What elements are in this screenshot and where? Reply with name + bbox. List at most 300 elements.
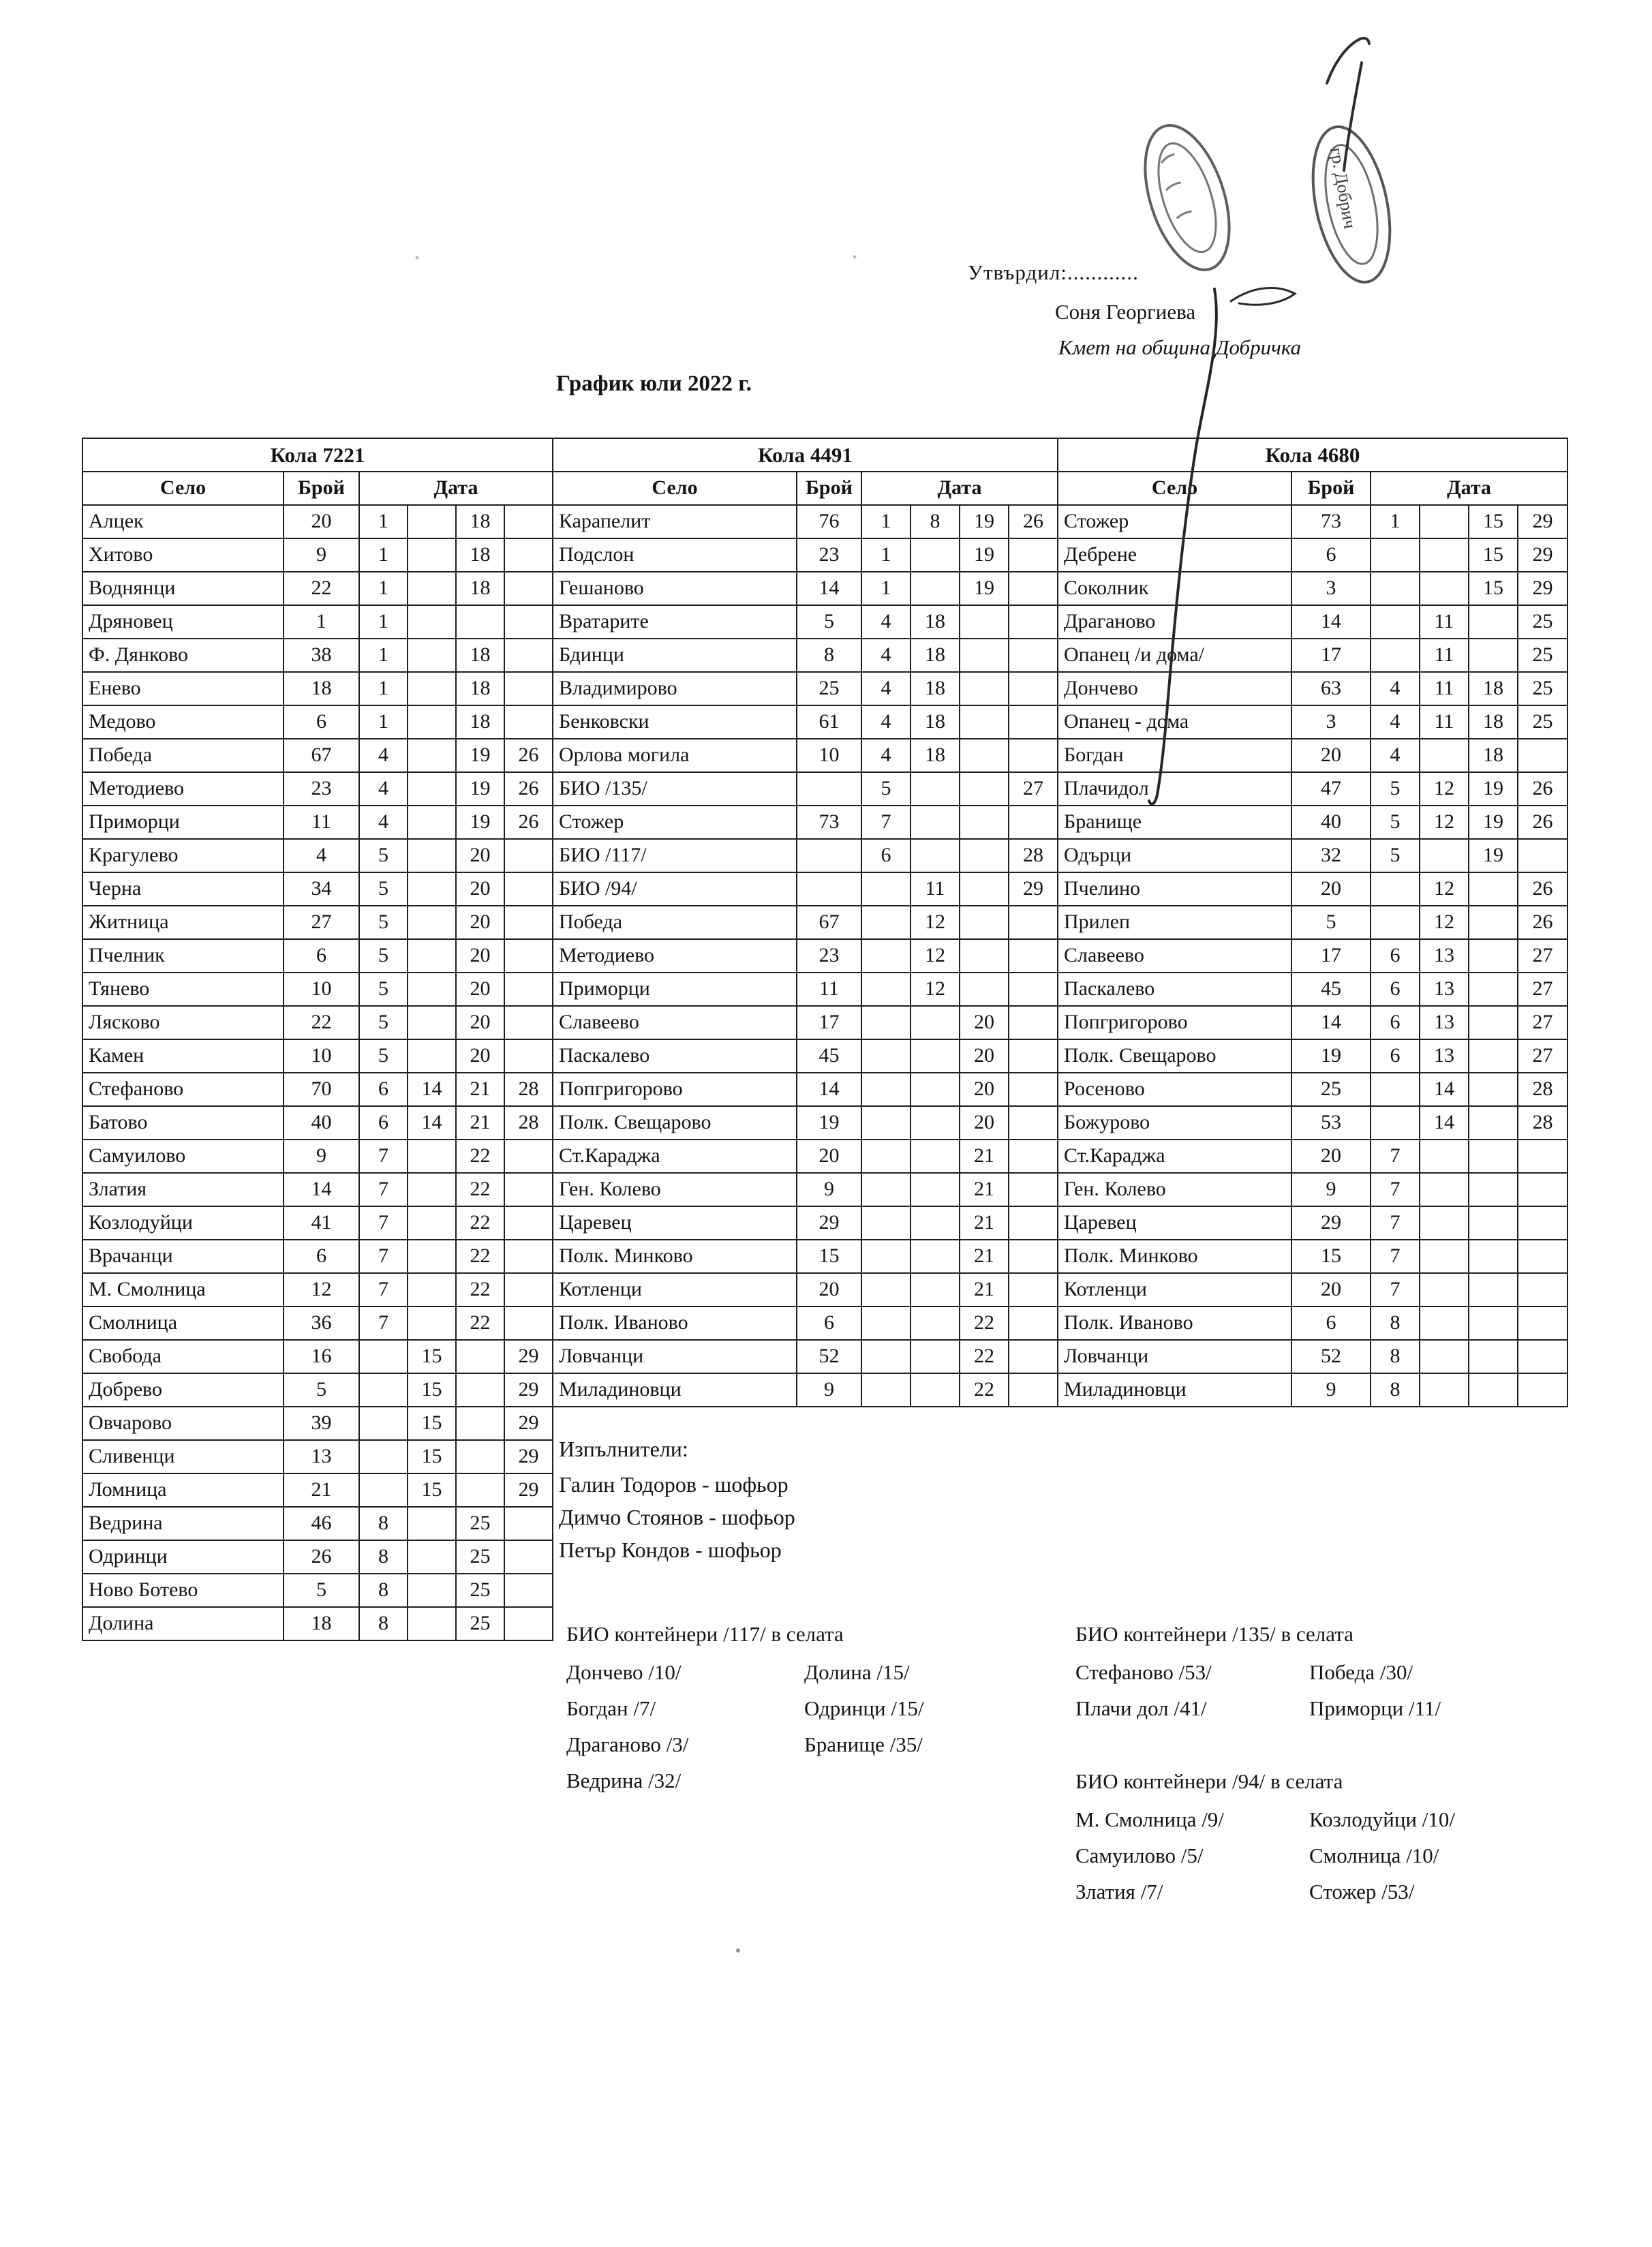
- date-cell: 7: [1371, 1206, 1420, 1240]
- date-cell: 18: [1469, 705, 1518, 739]
- date-cell: [408, 739, 456, 772]
- document-title: График юли 2022 г.: [556, 371, 752, 396]
- date-cell: 13: [1420, 939, 1469, 973]
- date-cell: 20: [456, 872, 504, 906]
- date-cell: [1469, 1106, 1518, 1140]
- date-cell: [1371, 1073, 1420, 1106]
- village-cell: Полк. Иваново: [553, 1306, 797, 1340]
- date-cell: 11: [1420, 605, 1469, 639]
- note-row: [1075, 1660, 1441, 1696]
- date-cell: [911, 1340, 960, 1373]
- table-row: [1058, 1206, 1567, 1240]
- date-cell: [911, 1106, 960, 1140]
- date-cell: [1469, 605, 1518, 639]
- count-cell: 20: [1291, 739, 1371, 772]
- note-item: Драганово /3/: [566, 1732, 689, 1756]
- date-cell: 21: [960, 1240, 1009, 1273]
- note-item: Победа /30/: [1309, 1660, 1413, 1684]
- date-cell: 13: [1420, 1006, 1469, 1039]
- date-cell: [504, 672, 553, 705]
- date-cell: [408, 1039, 456, 1073]
- count-cell: 10: [284, 1039, 359, 1073]
- count-cell: 67: [284, 739, 359, 772]
- date-cell: [359, 1440, 408, 1473]
- note-row: [566, 1769, 924, 1805]
- stamp-town-text: гр. Добрич: [1326, 146, 1360, 230]
- approver-title: Кмет на община Добричка: [1058, 335, 1302, 359]
- date-cell: [408, 1306, 456, 1340]
- date-cell: 8: [1371, 1373, 1420, 1407]
- date-cell: 21: [960, 1140, 1009, 1173]
- count-cell: 9: [1291, 1373, 1371, 1407]
- count-cell: 52: [797, 1340, 861, 1373]
- village-cell: Бдинци: [553, 639, 797, 672]
- table-row: [82, 1407, 553, 1440]
- table-row: [553, 639, 1058, 672]
- table-row: [553, 939, 1058, 973]
- date-cell: 27: [1518, 939, 1567, 973]
- date-cell: [1469, 1173, 1518, 1206]
- date-cell: [1009, 1039, 1058, 1073]
- date-cell: 7: [359, 1173, 408, 1206]
- table-row: [553, 772, 1058, 806]
- schedule-table: [1057, 438, 1568, 1407]
- date-cell: [504, 872, 553, 906]
- table-row: [82, 1574, 553, 1607]
- count-cell: 29: [797, 1206, 861, 1240]
- table-row: [1058, 806, 1567, 839]
- table-row: [553, 1006, 1058, 1039]
- village-cell: Алцек: [82, 505, 284, 538]
- table-row: [1058, 872, 1567, 906]
- note-item: Смолница /10/: [1309, 1844, 1439, 1867]
- date-cell: 6: [1371, 1006, 1420, 1039]
- date-cell: 1: [359, 639, 408, 672]
- count-cell: 25: [797, 672, 861, 705]
- date-cell: 4: [861, 672, 911, 705]
- count-cell: 9: [797, 1173, 861, 1206]
- note-item: Одринци /15/: [804, 1696, 924, 1720]
- count-cell: 53: [1291, 1106, 1371, 1140]
- date-cell: [504, 1240, 553, 1273]
- village-cell: Царевец: [553, 1206, 797, 1240]
- table-row: [553, 1340, 1058, 1373]
- date-cell: [456, 1407, 504, 1440]
- approval-label: Утвърдил:............: [968, 260, 1139, 284]
- note-row: [1075, 1880, 1455, 1916]
- table-row: [1058, 1240, 1567, 1273]
- date-cell: 21: [960, 1173, 1009, 1206]
- village-cell: Сливенци: [82, 1440, 284, 1473]
- count-cell: 6: [284, 1240, 359, 1273]
- village-cell: Тянево: [82, 973, 284, 1006]
- date-cell: [408, 572, 456, 605]
- date-cell: [1469, 639, 1518, 672]
- table-row: [553, 739, 1058, 772]
- table-row: [82, 1607, 553, 1640]
- date-cell: 22: [456, 1206, 504, 1240]
- date-cell: [504, 1607, 553, 1640]
- table-row: [553, 1039, 1058, 1073]
- date-cell: 27: [1518, 973, 1567, 1006]
- date-cell: [504, 1574, 553, 1607]
- table-row: [1058, 939, 1567, 973]
- date-cell: 28: [504, 1073, 553, 1106]
- note-item: Самуилово /5/: [1075, 1844, 1204, 1867]
- village-cell: БИО /94/: [553, 872, 797, 906]
- date-cell: [408, 839, 456, 872]
- table-row: [553, 505, 1058, 538]
- table-row: [553, 1073, 1058, 1106]
- date-cell: 18: [456, 572, 504, 605]
- date-cell: 12: [1420, 806, 1469, 839]
- table-row: [82, 1273, 553, 1306]
- date-cell: [1009, 1006, 1058, 1039]
- date-cell: [960, 605, 1009, 639]
- village-cell: Медово: [82, 705, 284, 739]
- table-row: [1058, 538, 1567, 572]
- scan-artifact: [853, 256, 857, 259]
- date-cell: [408, 1273, 456, 1306]
- date-cell: 11: [1420, 639, 1469, 672]
- date-cell: 28: [1518, 1106, 1567, 1140]
- table-row: [82, 872, 553, 906]
- date-cell: 5: [359, 939, 408, 973]
- count-cell: 8: [797, 639, 861, 672]
- note-row: [566, 1660, 924, 1696]
- date-cell: 20: [456, 973, 504, 1006]
- date-cell: [408, 1574, 456, 1607]
- date-cell: [911, 538, 960, 572]
- date-cell: 4: [359, 739, 408, 772]
- date-cell: [1371, 605, 1420, 639]
- count-cell: 18: [284, 1607, 359, 1640]
- count-cell: 20: [1291, 872, 1371, 906]
- note-item: Плачи дол /41/: [1075, 1696, 1207, 1720]
- date-cell: 29: [1518, 572, 1567, 605]
- village-cell: Добрево: [82, 1373, 284, 1407]
- col-header-count: Брой: [284, 472, 359, 505]
- village-cell: Ст.Караджа: [553, 1140, 797, 1173]
- date-cell: 5: [359, 906, 408, 939]
- date-cell: [1469, 1273, 1518, 1306]
- note-heading: БИО контейнери /94/ в селата: [1075, 1769, 1343, 1793]
- date-cell: 7: [359, 1240, 408, 1273]
- table-row: [82, 839, 553, 872]
- date-cell: 29: [504, 1373, 553, 1407]
- village-cell: Попгригорово: [553, 1073, 797, 1106]
- village-cell: Котленци: [1058, 1273, 1291, 1306]
- village-cell: Опанец /и дома/: [1058, 639, 1291, 672]
- col-header-date: Дата: [1371, 472, 1567, 505]
- date-cell: 20: [960, 1106, 1009, 1140]
- count-cell: 25: [1291, 1073, 1371, 1106]
- table-row: [553, 839, 1058, 872]
- date-cell: [960, 672, 1009, 705]
- date-cell: [1009, 1373, 1058, 1407]
- table-row: [553, 572, 1058, 605]
- date-cell: [1420, 1240, 1469, 1273]
- count-cell: 13: [284, 1440, 359, 1473]
- village-cell: Прилеп: [1058, 906, 1291, 939]
- date-cell: [504, 906, 553, 939]
- table-row: [1058, 1306, 1567, 1340]
- date-cell: 1: [359, 572, 408, 605]
- date-cell: 26: [1518, 906, 1567, 939]
- date-cell: [861, 1373, 911, 1407]
- date-cell: 22: [456, 1173, 504, 1206]
- col-header-count: Брой: [1291, 472, 1371, 505]
- date-cell: 20: [456, 906, 504, 939]
- count-cell: 4: [284, 839, 359, 872]
- date-cell: 22: [960, 1373, 1009, 1407]
- village-cell: Подслон: [553, 538, 797, 572]
- date-cell: [1420, 739, 1469, 772]
- date-cell: 29: [504, 1407, 553, 1440]
- table-row: [553, 1240, 1058, 1273]
- table-row: [82, 739, 553, 772]
- date-cell: [1469, 1340, 1518, 1373]
- date-cell: 29: [1009, 872, 1058, 906]
- date-cell: [1420, 1173, 1469, 1206]
- count-cell: 14: [797, 1073, 861, 1106]
- date-cell: 19: [1469, 806, 1518, 839]
- note-row: [1075, 1807, 1455, 1844]
- date-cell: 18: [911, 672, 960, 705]
- date-cell: 11: [911, 872, 960, 906]
- date-cell: 29: [504, 1340, 553, 1373]
- date-cell: [408, 1240, 456, 1273]
- village-cell: Камен: [82, 1039, 284, 1073]
- table-row: [1058, 1173, 1567, 1206]
- date-cell: [911, 1173, 960, 1206]
- date-cell: [1469, 1140, 1518, 1173]
- date-cell: 7: [861, 806, 911, 839]
- date-cell: [960, 973, 1009, 1006]
- count-cell: 20: [1291, 1273, 1371, 1306]
- date-cell: [911, 839, 960, 872]
- date-cell: [1009, 605, 1058, 639]
- schedule-table-kola-7221: [82, 438, 553, 1641]
- village-cell: Полк. Свещарово: [553, 1106, 797, 1140]
- village-cell: Полк. Иваново: [1058, 1306, 1291, 1340]
- date-cell: 19: [456, 772, 504, 806]
- date-cell: 4: [359, 806, 408, 839]
- date-cell: [960, 939, 1009, 973]
- village-cell: Методиево: [82, 772, 284, 806]
- date-cell: [911, 1039, 960, 1073]
- date-cell: 15: [408, 1473, 456, 1507]
- date-cell: [504, 1507, 553, 1540]
- count-cell: 6: [284, 705, 359, 739]
- date-cell: 14: [408, 1106, 456, 1140]
- date-cell: 7: [1371, 1140, 1420, 1173]
- date-cell: [504, 1173, 553, 1206]
- date-cell: [1420, 1340, 1469, 1373]
- village-cell: Черна: [82, 872, 284, 906]
- village-cell: Козлодуйци: [82, 1206, 284, 1240]
- table-car-title: Кола 4491: [553, 438, 1058, 472]
- count-cell: 45: [1291, 973, 1371, 1006]
- village-cell: Стефаново: [82, 1073, 284, 1106]
- date-cell: 4: [861, 605, 911, 639]
- village-cell: Соколник: [1058, 572, 1291, 605]
- table-row: [1058, 1273, 1567, 1306]
- date-cell: [960, 839, 1009, 872]
- village-cell: Методиево: [553, 939, 797, 973]
- table-row: [553, 1173, 1058, 1206]
- village-cell: Ловчанци: [1058, 1340, 1291, 1373]
- date-cell: 25: [456, 1574, 504, 1607]
- village-cell: Полк. Свещарово: [1058, 1039, 1291, 1073]
- village-cell: Одърци: [1058, 839, 1291, 872]
- table-row: [553, 1373, 1058, 1407]
- date-cell: [408, 705, 456, 739]
- date-cell: [911, 772, 960, 806]
- count-cell: 3: [1291, 572, 1371, 605]
- note-item: Стефаново /53/: [1075, 1660, 1212, 1684]
- date-cell: [408, 872, 456, 906]
- date-cell: [1009, 639, 1058, 672]
- date-cell: [861, 1240, 911, 1273]
- date-cell: [408, 538, 456, 572]
- date-cell: 12: [1420, 772, 1469, 806]
- count-cell: 20: [284, 505, 359, 538]
- date-cell: 20: [960, 1039, 1009, 1073]
- count-cell: 9: [797, 1373, 861, 1407]
- table-row: [82, 1540, 553, 1574]
- date-cell: 18: [1469, 672, 1518, 705]
- col-header-date: Дата: [861, 472, 1058, 505]
- date-cell: 1: [359, 505, 408, 538]
- date-cell: 18: [456, 672, 504, 705]
- note-item: Ведрина /32/: [566, 1769, 682, 1792]
- date-cell: [861, 1106, 911, 1140]
- date-cell: [408, 772, 456, 806]
- date-cell: 25: [456, 1507, 504, 1540]
- date-cell: 27: [1009, 772, 1058, 806]
- village-cell: Ломница: [82, 1473, 284, 1507]
- date-cell: 19: [1469, 772, 1518, 806]
- date-cell: 26: [1009, 505, 1058, 538]
- executors-heading: Изпълнители:: [559, 1437, 688, 1461]
- date-cell: [359, 1373, 408, 1407]
- date-cell: [408, 1540, 456, 1574]
- bio-note-117: [566, 1622, 924, 1805]
- count-cell: 14: [797, 572, 861, 605]
- date-cell: 4: [1371, 705, 1420, 739]
- date-cell: [1009, 705, 1058, 739]
- date-cell: [861, 1306, 911, 1340]
- table-row: [82, 1340, 553, 1373]
- date-cell: [408, 806, 456, 839]
- date-cell: 7: [359, 1273, 408, 1306]
- date-cell: 14: [1420, 1106, 1469, 1140]
- date-cell: [1009, 939, 1058, 973]
- count-cell: 63: [1291, 672, 1371, 705]
- count-cell: 73: [1291, 505, 1371, 538]
- count-cell: 11: [284, 806, 359, 839]
- table-row: [82, 806, 553, 839]
- date-cell: 14: [408, 1073, 456, 1106]
- date-cell: [1469, 1006, 1518, 1039]
- table-row: [1058, 839, 1567, 872]
- date-cell: 25: [456, 1540, 504, 1574]
- date-cell: 15: [1469, 538, 1518, 572]
- note-row: [1075, 1844, 1455, 1880]
- date-cell: [1009, 1106, 1058, 1140]
- count-cell: 45: [797, 1039, 861, 1073]
- date-cell: 18: [911, 705, 960, 739]
- village-cell: Пчелино: [1058, 872, 1291, 906]
- village-cell: Ген. Колево: [553, 1173, 797, 1206]
- date-cell: [408, 906, 456, 939]
- date-cell: [1420, 839, 1469, 872]
- date-cell: [456, 1473, 504, 1507]
- count-cell: 23: [797, 538, 861, 572]
- village-cell: Драганово: [1058, 605, 1291, 639]
- executor-line: Петър Кондов - шофьор: [559, 1538, 782, 1562]
- date-cell: 5: [1371, 772, 1420, 806]
- count-cell: 12: [284, 1273, 359, 1306]
- date-cell: 20: [456, 1006, 504, 1039]
- date-cell: 19: [960, 538, 1009, 572]
- village-cell: Орлова могила: [553, 739, 797, 772]
- village-cell: Победа: [553, 906, 797, 939]
- date-cell: [1420, 505, 1469, 538]
- table-row: [1058, 739, 1567, 772]
- village-cell: Росеново: [1058, 1073, 1291, 1106]
- date-cell: [1009, 1340, 1058, 1373]
- note-item: Дончево /10/: [566, 1660, 682, 1684]
- table-row: [553, 973, 1058, 1006]
- count-cell: 17: [1291, 639, 1371, 672]
- date-cell: 19: [1469, 839, 1518, 872]
- date-cell: [1371, 639, 1420, 672]
- date-cell: 26: [1518, 806, 1567, 839]
- note-item: Златия /7/: [1075, 1880, 1163, 1904]
- count-cell: 21: [284, 1473, 359, 1507]
- date-cell: 7: [1371, 1173, 1420, 1206]
- date-cell: 25: [1518, 705, 1567, 739]
- village-cell: Паскалево: [1058, 973, 1291, 1006]
- count-cell: 29: [1291, 1206, 1371, 1240]
- table-row: [1058, 505, 1567, 538]
- table-row: [553, 1273, 1058, 1306]
- table-row: [82, 1073, 553, 1106]
- table-row: [1058, 1039, 1567, 1073]
- count-cell: 5: [284, 1373, 359, 1407]
- table-row: [82, 1240, 553, 1273]
- table-row: [553, 806, 1058, 839]
- stamp-left-icon: [1129, 115, 1246, 281]
- note-row: [1075, 1696, 1441, 1732]
- date-cell: 22: [960, 1306, 1009, 1340]
- date-cell: 19: [456, 739, 504, 772]
- date-cell: 5: [359, 839, 408, 872]
- count-cell: 22: [284, 1006, 359, 1039]
- table-row: [1058, 605, 1567, 639]
- signature-top-strokes-icon: [1327, 38, 1369, 170]
- table-row: [82, 1440, 553, 1473]
- date-cell: [1009, 672, 1058, 705]
- count-cell: [797, 772, 861, 806]
- count-cell: 5: [1291, 906, 1371, 939]
- count-cell: 20: [797, 1273, 861, 1306]
- date-cell: 27: [1518, 1039, 1567, 1073]
- date-cell: [1371, 1106, 1420, 1140]
- date-cell: 5: [359, 973, 408, 1006]
